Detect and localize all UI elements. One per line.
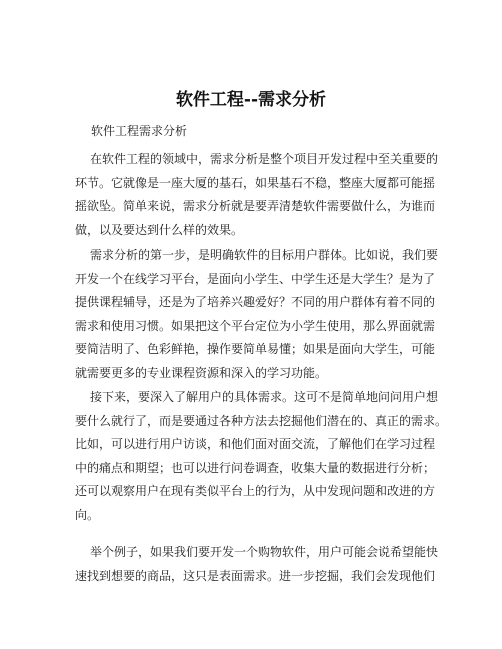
paragraph-line: 开发一个在线学习平台，是面向小学生、中学生还是大学生？是为了	[75, 271, 436, 286]
paragraph-line: 做，以及要达到什么样的效果。	[75, 222, 244, 237]
paragraph-line: 向。	[75, 507, 100, 522]
document-subtitle: 软件工程需求分析	[91, 124, 188, 138]
paragraph-user-needs	[75, 386, 448, 527]
paragraph-line: 举个例子，如果我们要开发一个购物软件，用户可能会说希望能快	[90, 545, 439, 559]
paragraph-line: 需求分析的第一步，是明确软件的目标用户群体。比如说，我们要	[90, 248, 439, 262]
paragraph-line: 需求和使用习惯。如果把这个平台定位为小学生使用，那么界面就需	[75, 318, 436, 333]
paragraph-line: 在软件工程的领域中，需求分析是整个项目开发过程中至关重要的	[90, 152, 439, 166]
paragraph-line: 接下来，要深入了解用户的具体需求。这可不是简单地问问用户想	[90, 390, 439, 404]
paragraph-line: 要简洁明了、色彩鲜艳，操作要简单易懂；如果是面向大学生，可能	[75, 342, 436, 356]
document-title: 软件工程--需求分析	[175, 90, 327, 110]
paragraph-intro	[75, 148, 439, 242]
paragraph-line: 就需要更多的专业课程资源和深入的学习功能。	[75, 365, 328, 380]
paragraph-line: 速找到想要的商品，这只是表面需求。进一步挖掘，我们会发现他们	[75, 568, 436, 583]
paragraph-line: 要什么就行了，而是要通过各种方法去挖掘他们潜在的、真正的需求。	[75, 413, 448, 428]
paragraph-line: 比如，可以进行用户访谈，和他们面对面交流，了解他们在学习过程	[75, 437, 436, 451]
paragraph-line: 还可以观察用户在现有类似平台上的行为，从中发现问题和改进的方	[75, 484, 436, 498]
paragraph-line: 环节。它就像是一座大厦的基石，如果基石不稳，整座大厦都可能摇	[75, 175, 436, 190]
paragraph-target-users	[75, 244, 439, 385]
paragraph-example	[75, 541, 439, 588]
paragraph-line: 中的痛点和期望；也可以进行问卷调查，收集大量的数据进行分析；	[75, 460, 436, 475]
paragraph-line: 摇欲坠。简单来说，需求分析就是要弄清楚软件需要做什么，为谁而	[75, 199, 436, 213]
paragraph-line: 提供课程辅导，还是为了培养兴趣爱好？不同的用户群体有着不同的	[75, 295, 436, 309]
